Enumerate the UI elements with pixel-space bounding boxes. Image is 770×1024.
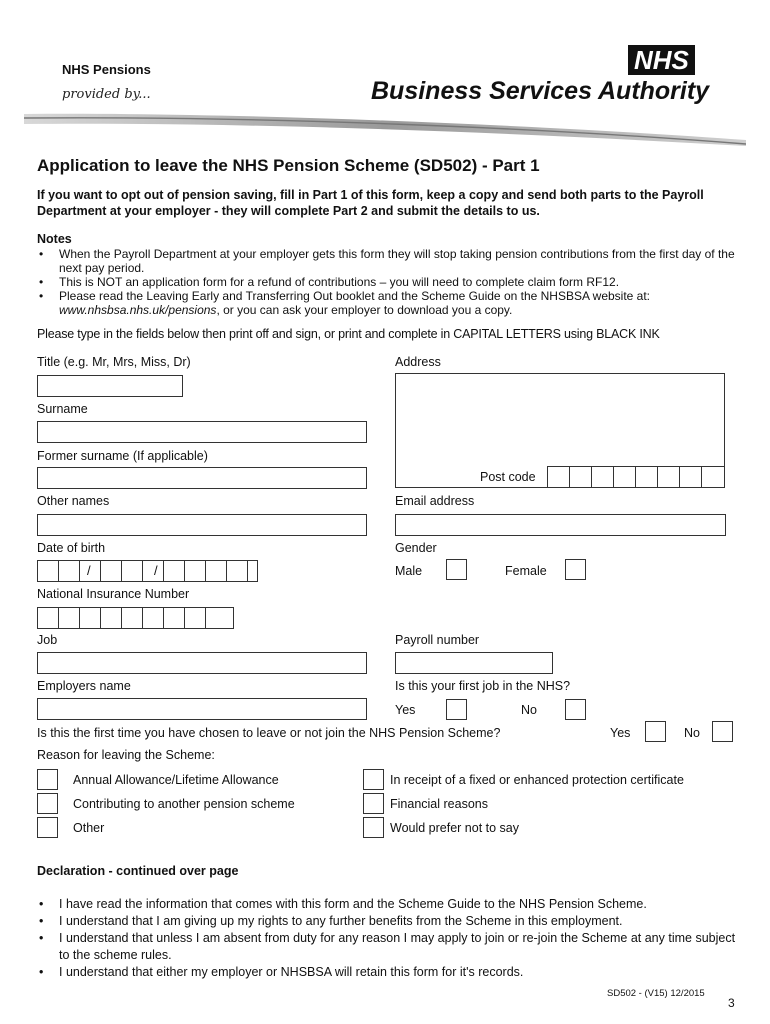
ni-cell[interactable] <box>184 607 206 629</box>
other-names-label: Other names <box>37 494 110 508</box>
ni-cell[interactable] <box>100 607 122 629</box>
reason-checkbox-protection[interactable] <box>363 769 384 790</box>
first-time-yes-label: Yes <box>610 726 631 740</box>
employer-label: Employers name <box>37 679 131 693</box>
reason-label-other-scheme: Contributing to another pension scheme <box>73 797 295 811</box>
payroll-label: Payroll number <box>395 633 480 647</box>
male-label: Male <box>395 564 423 578</box>
authority-name: Business Services Authority <box>371 77 710 105</box>
header-swoosh <box>24 110 746 148</box>
reason-checkbox-other[interactable] <box>37 817 58 838</box>
surname-label: Surname <box>37 402 88 416</box>
ni-cell[interactable] <box>121 607 143 629</box>
ni-label: National Insurance Number <box>37 587 190 601</box>
former-surname-label: Former surname (If applicable) <box>37 449 208 463</box>
first-job-label: Is this your first job in the NHS? <box>395 679 571 693</box>
dob-cell[interactable] <box>163 560 185 582</box>
page-number: 3 <box>728 996 735 1010</box>
dob-cell[interactable] <box>142 560 164 582</box>
dob-cell[interactable] <box>100 560 122 582</box>
dob-cell[interactable] <box>121 560 143 582</box>
nhs-logo: NHS <box>628 45 695 75</box>
title-label: Title (e.g. Mr, Mrs, Miss, Dr) <box>37 355 191 369</box>
dob-separator: / <box>87 563 91 578</box>
org-name: NHS Pensions <box>62 62 151 77</box>
female-label: Female <box>505 564 547 578</box>
notes-list <box>37 247 737 317</box>
ni-cell[interactable] <box>37 607 59 629</box>
notes-heading: Notes <box>37 232 72 246</box>
form-title: Application to leave the NHS Pension Scheme (SD502) - Part 1 <box>37 156 540 175</box>
address-label: Address <box>395 355 441 369</box>
reason-label-protection: In receipt of a fixed or enhanced protection certificate <box>390 773 684 787</box>
first-time-label: Is this the first time you have chosen to leave or not join the NHS Pension Scheme? <box>37 726 501 740</box>
reason-checkbox-prefer-not[interactable] <box>363 817 384 838</box>
first-job-no-checkbox[interactable] <box>565 699 586 720</box>
note-item <box>37 289 737 317</box>
job-input[interactable] <box>37 652 367 674</box>
reason-label-allowance: Annual Allowance/Lifetime Allowance <box>73 773 279 787</box>
website-link[interactable]: www.nhsbsa.nhs.uk/pensions <box>59 303 217 317</box>
postcode-cell[interactable] <box>701 466 725 488</box>
dob-separator: / <box>154 563 158 578</box>
reason-checkbox-allowance[interactable] <box>37 769 58 790</box>
reason-checkbox-other-scheme[interactable] <box>37 793 58 814</box>
form-code: SD502 - (V15) 12/2015 <box>607 988 705 999</box>
email-input[interactable] <box>395 514 726 536</box>
note-item: • This is NOT an application form for a refund of contributions – you will need to complete claim form RF12. <box>37 275 737 289</box>
declaration-item: • I understand that either my employer or NHSBSA will retain this form for it's records. <box>37 964 737 981</box>
first-time-no-label: No <box>684 726 700 740</box>
dob-cell[interactable] <box>205 560 227 582</box>
declaration-item: • I understand that unless I am absent from duty for any reason I may apply to join or re-join the Scheme at any time subject to the scheme rules. <box>37 930 737 964</box>
reason-label-prefer-not: Would prefer not to say <box>390 821 520 835</box>
first-job-yes-label: Yes <box>395 703 416 717</box>
email-label: Email address <box>395 494 475 508</box>
other-names-input[interactable] <box>37 514 367 536</box>
postcode-label: Post code <box>480 470 536 484</box>
former-surname-input[interactable] <box>37 467 367 489</box>
declaration-item: • I have read the information that comes with this form and the Scheme Guide to the NHS Pension Scheme. <box>37 896 737 913</box>
postcode-cell[interactable] <box>657 466 680 488</box>
first-time-yes-checkbox[interactable] <box>645 721 666 742</box>
ni-cell[interactable] <box>58 607 80 629</box>
gender-label: Gender <box>395 541 437 555</box>
reason-label-other: Other <box>73 821 105 835</box>
ni-cell[interactable] <box>142 607 164 629</box>
reason-label-financial: Financial reasons <box>390 797 488 811</box>
postcode-cell[interactable] <box>547 466 570 488</box>
postcode-cell[interactable] <box>679 466 702 488</box>
first-job-no-label: No <box>521 703 537 717</box>
ni-cell[interactable] <box>205 607 234 629</box>
surname-input[interactable] <box>37 421 367 443</box>
ni-cell[interactable] <box>79 607 101 629</box>
postcode-cell[interactable] <box>613 466 636 488</box>
dob-cell[interactable] <box>247 560 258 582</box>
payroll-input[interactable] <box>395 652 553 674</box>
dob-label: Date of birth <box>37 541 106 555</box>
note-item: • When the Payroll Department at your employer gets this form they will stop taking pension contributions from the first day of the next pay period. <box>37 247 737 275</box>
postcode-cell[interactable] <box>569 466 592 488</box>
provided-by: provided by... <box>62 87 151 102</box>
reason-label: Reason for leaving the Scheme: <box>37 748 215 762</box>
note-item-text: Please read the Leaving Early and Transferring Out booklet and the Scheme Guide on the NHSBSA website at: <box>59 289 651 303</box>
ni-cell[interactable] <box>163 607 185 629</box>
dob-cell[interactable] <box>184 560 206 582</box>
job-label: Job <box>37 633 58 647</box>
dob-cell[interactable] <box>226 560 248 582</box>
postcode-cell[interactable] <box>591 466 614 488</box>
employer-input[interactable] <box>37 698 367 720</box>
dob-cell[interactable] <box>58 560 80 582</box>
male-checkbox[interactable] <box>446 559 467 580</box>
website-tail: , or you can ask your employer to download you a copy. <box>216 303 513 317</box>
first-time-no-checkbox[interactable] <box>712 721 733 742</box>
postcode-cell[interactable] <box>635 466 658 488</box>
title-input[interactable] <box>37 375 183 397</box>
intro-text: If you want to opt out of pension saving, fill in Part 1 of this form, keep a copy and send both parts to the Payroll Department at your employer - they will complete Part 2 and submit the details to us. <box>37 188 704 218</box>
instruction: Please type in the fields below then print off and sign, or print and complete in CAPITAL LETTERS using BLACK INK <box>37 327 660 341</box>
dob-cell[interactable] <box>37 560 59 582</box>
declaration-list <box>37 896 737 981</box>
declaration-item: • I understand that I am giving up my rights to any further benefits from the Scheme in this employment. <box>37 913 737 930</box>
female-checkbox[interactable] <box>565 559 586 580</box>
first-job-yes-checkbox[interactable] <box>446 699 467 720</box>
reason-checkbox-financial[interactable] <box>363 793 384 814</box>
declaration-heading: Declaration - continued over page <box>37 864 239 878</box>
